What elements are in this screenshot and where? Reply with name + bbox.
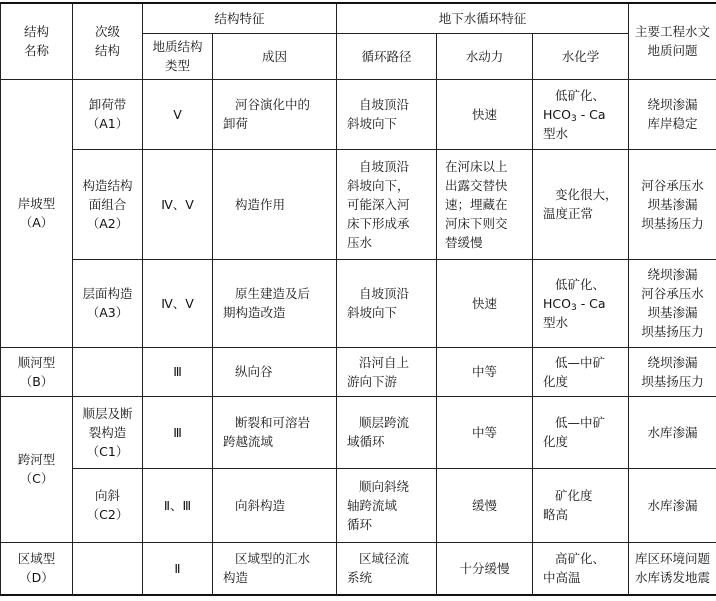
header-dynamics: 水动力 — [437, 33, 533, 79]
problems-cell: 绕坝渗漏 坝基扬压力 — [629, 347, 716, 396]
path-cell: 自坡顶沿 斜坡向下 — [337, 259, 437, 347]
problems-cell: 水库渗漏 — [629, 396, 716, 468]
sub-struct-cell: 卸荷带 （A1） — [73, 79, 143, 149]
geo-type-cell: Ⅲ — [143, 396, 213, 468]
table-row — [1, 468, 716, 542]
problems-cell: 河谷承压水 坝基渗漏 坝基扬压力 — [629, 149, 716, 259]
problems-cell: 水库渗漏 — [629, 468, 716, 542]
dynamics-cell: 在河床以上 出露交替快 速；埋藏在 河床下则交 替缓慢 — [437, 149, 533, 259]
sub-struct-cell: 层面构造 （A3） — [73, 259, 143, 347]
genesis-cell: 河谷演化中的 卸荷 — [213, 79, 337, 149]
chemistry-cell: 低矿化、 $HCO_3$ - Ca 型水 — [533, 79, 629, 149]
chemistry-cell: 低矿化、 $HCO_3$ - Ca 型水 — [533, 259, 629, 347]
genesis-cell: 向斜构造 — [213, 468, 337, 542]
path-cell: 自坡顶沿 斜坡向下 — [337, 79, 437, 149]
chemistry-cell: 低—中矿 化度 — [533, 396, 629, 468]
path-cell: 顺向斜绕 轴跨流域 循环 — [337, 468, 437, 542]
genesis-cell: 区域型的汇水 构造 — [213, 542, 337, 595]
header-path: 循环路径 — [337, 33, 437, 79]
table-row — [1, 149, 716, 259]
dynamics-cell: 快速 — [437, 259, 533, 347]
geo-type-cell: Ⅱ、Ⅲ — [143, 468, 213, 542]
geo-type-cell: Ⅱ — [143, 542, 213, 595]
genesis-cell: 纵向谷 — [213, 347, 337, 396]
header-struct-features: 结构特征 — [143, 3, 337, 33]
problems-cell: 库区环境问题 水库诱发地震 — [629, 542, 716, 595]
dynamics-cell: 缓慢 — [437, 468, 533, 542]
problems-cell: 绕坝渗漏 河谷承压水 坝基渗漏 坝基扬压力 — [629, 259, 716, 347]
dynamics-cell: 快速 — [437, 79, 533, 149]
chemistry-cell: 变化很大， 温度正常 — [533, 149, 629, 259]
table-row — [1, 347, 716, 396]
geo-type-cell: Ⅳ、Ⅴ — [143, 149, 213, 259]
path-cell: 顺层跨流 域循环 — [337, 396, 437, 468]
header-chemistry: 水化学 — [533, 33, 629, 79]
table-row — [1, 542, 716, 595]
path-cell: 沿河自上 游向下游 — [337, 347, 437, 396]
path-cell: 自坡顶沿 斜坡向下， 可能深入河 床下形成承 压水 — [337, 149, 437, 259]
header-sub-struct: 次级 结构 — [73, 3, 143, 79]
sub-struct-cell — [73, 347, 143, 396]
header-gw-features: 地下水循环特征 — [337, 3, 629, 33]
table-row — [1, 259, 716, 347]
chemistry-cell: 低—中矿 化度 — [533, 347, 629, 396]
table-row — [1, 79, 716, 149]
sub-struct-cell: 顺层及断 裂构造 （C1） — [73, 396, 143, 468]
group-cell: 跨河型 （C） — [1, 396, 73, 542]
genesis-cell: 原生建造及后 期构造改造 — [213, 259, 337, 347]
sub-struct-cell: 向斜 （C2） — [73, 468, 143, 542]
group-cell: 顺河型 （B） — [1, 347, 73, 396]
genesis-cell: 构造作用 — [213, 149, 337, 259]
chemistry-cell: 矿化度 略高 — [533, 468, 629, 542]
dynamics-cell: 十分缓慢 — [437, 542, 533, 595]
hydrogeology-structure-table — [0, 2, 716, 596]
header-struct-name: 结构 名称 — [1, 3, 73, 79]
chemistry-cell: 高矿化、 中高温 — [533, 542, 629, 595]
dynamics-cell: 中等 — [437, 396, 533, 468]
dynamics-cell: 中等 — [437, 347, 533, 396]
group-cell: 区域型 （D） — [1, 542, 73, 595]
table-row — [1, 396, 716, 468]
problems-cell: 绕坝渗漏 库岸稳定 — [629, 79, 716, 149]
header-problems: 主要工程水文 地质问题 — [629, 3, 716, 79]
path-cell: 区域径流 系统 — [337, 542, 437, 595]
genesis-cell: 断裂和可溶岩 跨越流域 — [213, 396, 337, 468]
sub-struct-cell: 构造结构 面组合 （A2） — [73, 149, 143, 259]
geo-type-cell: Ⅴ — [143, 79, 213, 149]
header-genesis: 成因 — [213, 33, 337, 79]
header-geo-type: 地质结构 类型 — [143, 33, 213, 79]
geo-type-cell: Ⅳ、Ⅴ — [143, 259, 213, 347]
sub-struct-cell — [73, 542, 143, 595]
geo-type-cell: Ⅲ — [143, 347, 213, 396]
group-cell: 岸坡型 （A） — [1, 79, 73, 347]
